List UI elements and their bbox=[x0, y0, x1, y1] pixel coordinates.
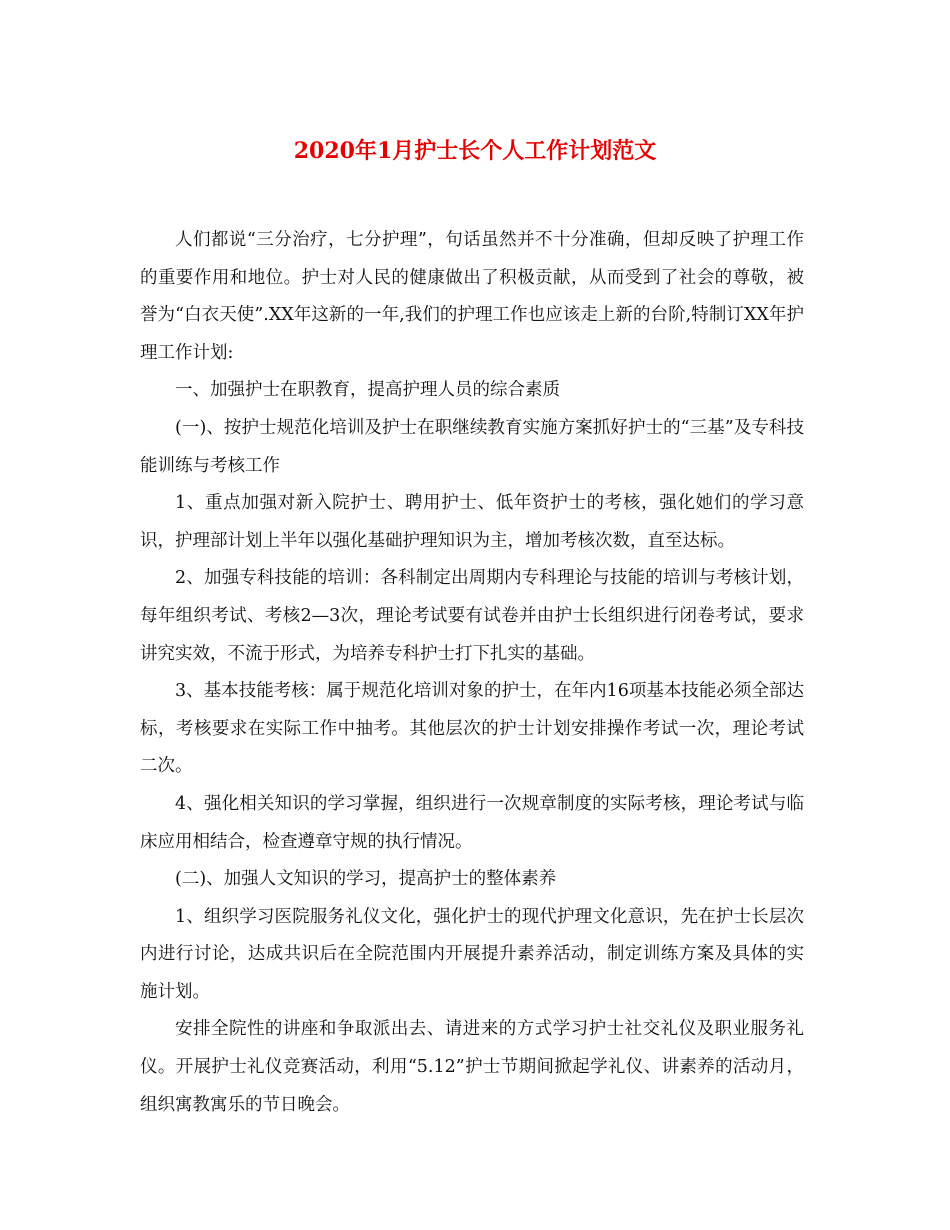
subsection-heading-2: (二)、加强人文知识的学习，提高护士的整体素养 bbox=[175, 869, 557, 890]
paragraph-item-1: 1、重点加强对新入院护士、聘用护士、低年资护士的考核，强化她们的学习意识，护理部计划上半年以强化基础护理知识为主，增加考核次数，直至达标。 bbox=[140, 493, 804, 551]
paragraph-item-5: 1、组织学习医院服务礼仪文化，强化护士的现代护理文化意识，先在护士长层次内进行讨论，达成共识后在全院范围内开展提升素养活动，制定训练方案及具体的实施计划。 bbox=[140, 906, 804, 1002]
section-heading-1: 一、加强护士在职教育，提高护理人员的综合素质 bbox=[175, 380, 560, 401]
document-title: 2020年1月护士长个人工作计划范文 bbox=[293, 138, 657, 164]
paragraph-item-2: 2、加强专科技能的培训：各科制定出周期内专科理论与技能的培训与考核计划，每年组织考试、考核2—3次，理论考试要有试卷并由护士长组织进行闭卷考试，要求讲究实效，不流于形式，为培养专科护士打下扎实的基础。 bbox=[140, 568, 804, 664]
document-body bbox=[140, 222, 804, 1124]
paragraph-intro: 人们都说“三分治疗，七分护理”，句话虽然并不十分准确，但却反映了护理工作的重要作用和地位。护士对人民的健康做出了积极贡献，从而受到了社会的尊敬，被誉为“白衣天使”.XX年这新的一年,我们的护理工作也应该走上新的台阶,特制订XX年护理工作计划: bbox=[140, 230, 804, 363]
subsection-heading-1: (一)、按护士规范化培训及护士在职继续教育实施方案抓好护士的“三基”及专科技能训练与考核工作 bbox=[140, 417, 804, 476]
paragraph-item-6: 安排全院性的讲座和争取派出去、请进来的方式学习护士社交礼仪及职业服务礼仪。开展护士礼仪竞赛活动，利用“5.12”护士节期间掀起学礼仪、讲素养的活动月，组织寓教寓乐的节日晚会。 bbox=[140, 1019, 804, 1115]
paragraph-item-4: 4、强化相关知识的学习掌握，组织进行一次规章制度的实际考核，理论考试与临床应用相结合，检查遵章守规的执行情况。 bbox=[140, 793, 804, 852]
paragraph-item-3: 3、基本技能考核：属于规范化培训对象的护士，在年内16项基本技能必须全部达标，考核要求在实际工作中抽考。其他层次的护士计划安排操作考试一次，理论考试二次。 bbox=[140, 681, 804, 777]
